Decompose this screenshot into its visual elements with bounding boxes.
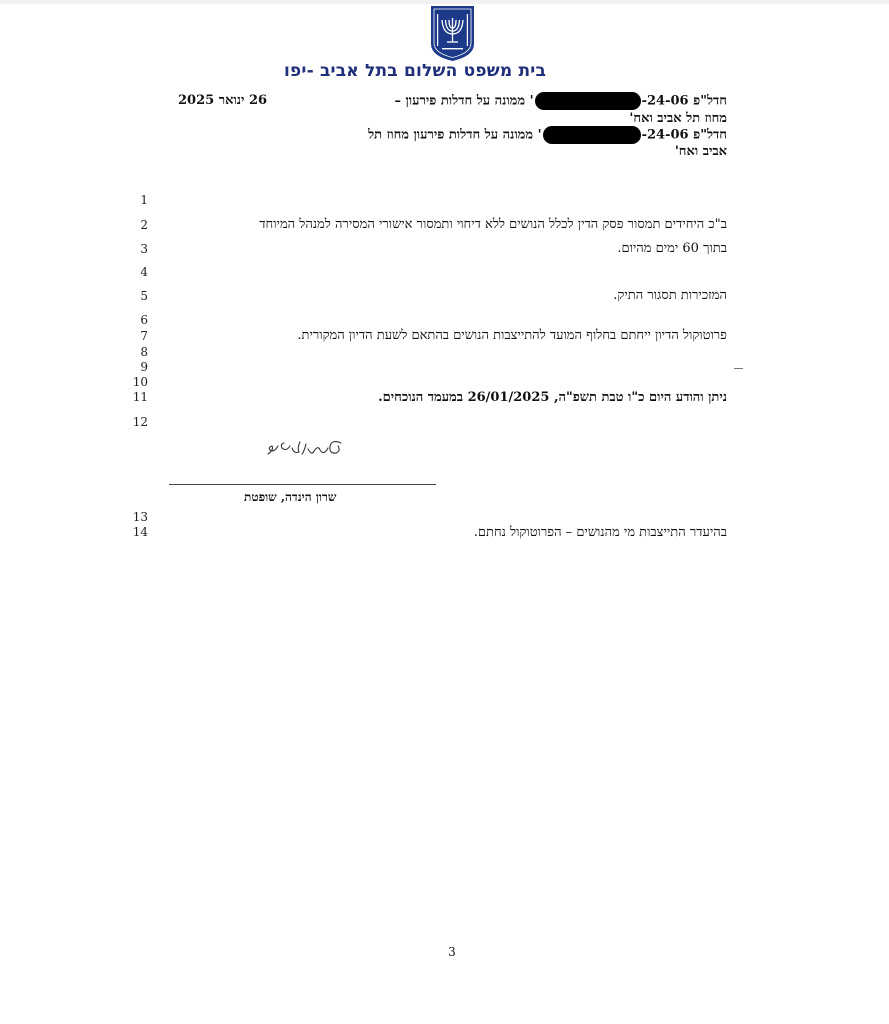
paragraph-1-line-1: ב"כ היחידים תמסור פסק הדין לכלל הנושים ללא דיחוי ותמסור אישורי המסירה למנהל המיוחד — [259, 217, 727, 232]
case-number-line-2 — [368, 126, 727, 144]
case-1-prefix: חדל"פ 24-06- — [641, 93, 727, 109]
stray-mark — [734, 368, 743, 369]
line-number: 12 — [132, 415, 148, 429]
case-1-suffix: ' ממונה על חדלות פירעון – — [394, 93, 534, 109]
line-number: 6 — [140, 313, 148, 327]
line-number: 3 — [140, 242, 148, 256]
case-2-party-line: אביב ואח' — [674, 144, 727, 159]
line-number: 4 — [140, 265, 148, 279]
closing-statement: בהיעדר התייצבות מי מהנושים – הפרוטוקול נחתם. — [473, 525, 727, 540]
line-number: 7 — [140, 329, 148, 343]
judge-name: שרון הינדה, שופטת — [244, 490, 337, 504]
line-number: 9 — [140, 360, 148, 374]
paragraph-3: פרוטוקול הדיון ייחתם בחלוף המועד להתייצבות הנושים בהתאם לשעת הדיון המקורית. — [297, 328, 727, 343]
paragraph-2: המזכירות תסגור התיק. — [613, 288, 727, 303]
redaction-block — [535, 92, 641, 110]
redaction-block — [543, 126, 641, 144]
case-1-party-line: מחוז תל אביב ואח' — [629, 111, 727, 126]
court-title: בית משפט השלום בתל אביב -יפו — [283, 61, 547, 81]
line-number: 14 — [132, 525, 148, 539]
paragraph-1-line-2: בתוך 60 ימים מהיום. — [617, 241, 727, 256]
document-date: 26 ינואר 2025 — [178, 93, 268, 108]
line-number: 2 — [140, 218, 148, 232]
page-number: 3 — [448, 945, 456, 959]
judge-signature — [262, 434, 344, 468]
line-number: 8 — [140, 345, 148, 359]
line-number: 5 — [140, 289, 148, 303]
signature-line — [169, 484, 436, 485]
line-number: 13 — [132, 510, 148, 524]
state-emblem-icon — [428, 4, 477, 62]
case-2-prefix: חדל"פ 24-06- — [641, 127, 727, 143]
line-number: 1 — [140, 193, 148, 207]
case-2-suffix: ' ממונה על חדלות פירעון מחוז תל — [368, 127, 542, 143]
given-statement: ניתן והודע היום כ"ו טבת תשפ"ה, 26/01/2025 במעמד הנוכחים. — [378, 390, 727, 405]
line-number: 10 — [132, 375, 148, 389]
case-number-line-1 — [394, 92, 727, 110]
line-number: 11 — [132, 390, 148, 404]
